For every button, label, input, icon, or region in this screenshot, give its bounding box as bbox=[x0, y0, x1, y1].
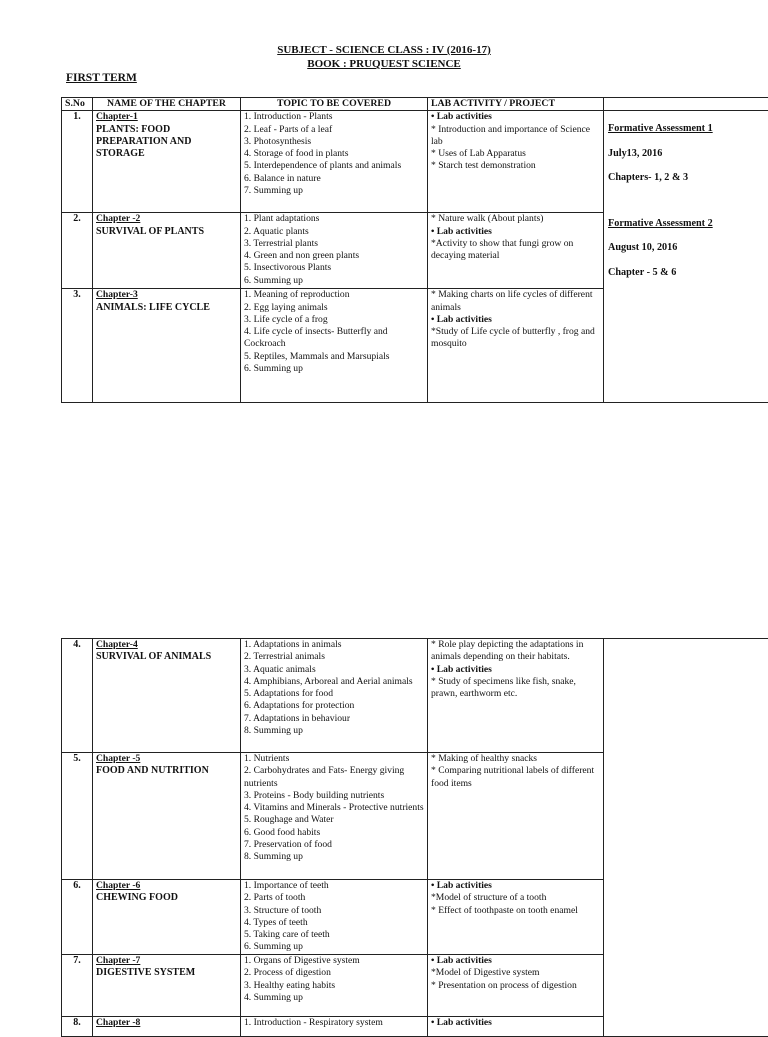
topic-item: 5. Reptiles, Mammals and Marsupials bbox=[244, 351, 424, 363]
chapter-number: Chapter-1 bbox=[96, 111, 237, 123]
topic-item: 6. Adaptations for protection bbox=[244, 700, 424, 712]
lab-activity-item: • Lab activities bbox=[431, 226, 600, 238]
topic-item: 6. Balance in nature bbox=[244, 173, 424, 185]
chapter-cell bbox=[93, 111, 241, 213]
topic-item: 2. Egg laying animals bbox=[244, 302, 424, 314]
topic-item: 5. Insectivorous Plants bbox=[244, 262, 424, 274]
lab-activity-item: * Role play depicting the adaptations in animals depending on their habitats. bbox=[431, 639, 600, 664]
assessment-cell bbox=[604, 111, 768, 403]
lab-activity-item: *Model of structure of a tooth bbox=[431, 892, 600, 904]
topic-item: 4. Vitamins and Minerals - Protective nutrients bbox=[244, 802, 424, 814]
chapter-number: Chapter -5 bbox=[96, 753, 237, 765]
chapter-cell bbox=[93, 880, 241, 955]
document-book-heading: BOOK : PRUQUEST SCIENCE bbox=[0, 58, 768, 70]
fa1-date: July13, 2016 bbox=[608, 148, 766, 160]
topic-item: 6. Good food habits bbox=[244, 827, 424, 839]
lab-activity-item: * Making of healthy snacks bbox=[431, 753, 600, 765]
lab-activity-item: * Making charts on life cycles of different animals bbox=[431, 289, 600, 314]
topic-item: 1. Introduction - Plants bbox=[244, 111, 424, 123]
topic-item: 6. Summing up bbox=[244, 363, 424, 375]
chapter-number: Chapter -2 bbox=[96, 213, 237, 225]
topic-item: 4. Green and non green plants bbox=[244, 250, 424, 262]
lab-activity-item: • Lab activities bbox=[431, 880, 600, 892]
topics-cell bbox=[241, 880, 428, 955]
column-header-lab: LAB ACTIVITY / PROJECT bbox=[428, 98, 604, 111]
lab-activity-item: * Starch test demonstration bbox=[431, 160, 600, 172]
assessment-cell-empty bbox=[604, 639, 768, 1037]
column-header-assessment bbox=[604, 98, 768, 111]
lab-activity-cell bbox=[428, 289, 604, 403]
topic-item: 6. Summing up bbox=[244, 275, 424, 287]
topic-item: 1. Organs of Digestive system bbox=[244, 955, 424, 967]
syllabus-table-continued bbox=[61, 638, 768, 1037]
lab-activity-cell bbox=[428, 213, 604, 289]
lab-activity-item: * Uses of Lab Apparatus bbox=[431, 148, 600, 160]
serial-number-cell: 7. bbox=[62, 955, 93, 1017]
topic-item: 2. Parts of tooth bbox=[244, 892, 424, 904]
chapter-cell bbox=[93, 753, 241, 880]
lab-activity-item: * Introduction and importance of Science lab bbox=[431, 124, 600, 149]
lab-activity-cell bbox=[428, 753, 604, 880]
table-header-row bbox=[62, 98, 768, 111]
column-header-sno: S.No bbox=[62, 98, 93, 111]
chapter-cell bbox=[93, 639, 241, 753]
lab-activity-item: * Nature walk (About plants) bbox=[431, 213, 600, 225]
chapter-title: ANIMALS: LIFE CYCLE bbox=[96, 302, 237, 314]
topic-item: 3. Photosynthesis bbox=[244, 136, 424, 148]
topics-cell bbox=[241, 639, 428, 753]
syllabus-table-first-term bbox=[61, 97, 768, 403]
fa1-chapters: Chapters- 1, 2 & 3 bbox=[608, 172, 766, 184]
topic-item: 7. Adaptations in behaviour bbox=[244, 713, 424, 725]
topic-item: 3. Terrestrial plants bbox=[244, 238, 424, 250]
chapter-cell bbox=[93, 289, 241, 403]
chapter-title: DIGESTIVE SYSTEM bbox=[96, 967, 237, 979]
chapter-title: PLANTS: FOOD PREPARATION AND STORAGE bbox=[96, 124, 237, 161]
lab-activity-cell bbox=[428, 1017, 604, 1037]
document-subject-heading: SUBJECT - SCIENCE CLASS : IV (2016-17) bbox=[0, 44, 768, 56]
lab-activity-item: • Lab activities bbox=[431, 955, 600, 967]
serial-number-cell: 5. bbox=[62, 753, 93, 880]
table-row bbox=[62, 111, 768, 213]
topic-item: 4. Amphibians, Arboreal and Aerial animals bbox=[244, 676, 424, 688]
chapter-title: SURVIVAL OF PLANTS bbox=[96, 226, 237, 238]
lab-activity-item: * Presentation on process of digestion bbox=[431, 980, 600, 992]
lab-activity-item: • Lab activities bbox=[431, 111, 600, 123]
topic-item: 2. Aquatic plants bbox=[244, 226, 424, 238]
lab-activity-cell bbox=[428, 639, 604, 753]
topic-item: 3. Life cycle of a frog bbox=[244, 314, 424, 326]
chapter-number: Chapter -7 bbox=[96, 955, 237, 967]
serial-number-cell: 3. bbox=[62, 289, 93, 403]
topic-item: 8. Summing up bbox=[244, 851, 424, 863]
topic-item: 4. Types of teeth bbox=[244, 917, 424, 929]
topics-cell bbox=[241, 111, 428, 213]
topic-item: 4. Life cycle of insects- Butterfly and Cockroach bbox=[244, 326, 424, 351]
serial-number-cell: 1. bbox=[62, 111, 93, 213]
lab-activity-cell bbox=[428, 880, 604, 955]
topic-item: 1. Importance of teeth bbox=[244, 880, 424, 892]
topic-item: 1. Introduction - Respiratory system bbox=[244, 1017, 424, 1029]
topic-item: 5. Roughage and Water bbox=[244, 814, 424, 826]
topic-item: 6. Summing up bbox=[244, 941, 424, 953]
fa2-chapters: Chapter - 5 & 6 bbox=[608, 267, 766, 279]
topic-item: 1. Meaning of reproduction bbox=[244, 289, 424, 301]
topic-item: 3. Proteins - Body building nutrients bbox=[244, 790, 424, 802]
topic-item: 5. Adaptations for food bbox=[244, 688, 424, 700]
topic-item: 1. Plant adaptations bbox=[244, 213, 424, 225]
fa2-title: Formative Assessment 2 bbox=[608, 218, 766, 230]
chapter-cell bbox=[93, 213, 241, 289]
topic-item: 3. Healthy eating habits bbox=[244, 980, 424, 992]
topic-item: 2. Process of digestion bbox=[244, 967, 424, 979]
topic-item: 2. Leaf - Parts of a leaf bbox=[244, 124, 424, 136]
topic-item: 1. Adaptations in animals bbox=[244, 639, 424, 651]
topic-item: 5. Interdependence of plants and animals bbox=[244, 160, 424, 172]
topic-item: 7. Preservation of food bbox=[244, 839, 424, 851]
serial-number-cell: 4. bbox=[62, 639, 93, 753]
column-header-topics: TOPIC TO BE COVERED bbox=[241, 98, 428, 111]
chapter-number: Chapter -6 bbox=[96, 880, 237, 892]
serial-number-cell: 8. bbox=[62, 1017, 93, 1037]
lab-activity-cell bbox=[428, 111, 604, 213]
topics-cell bbox=[241, 1017, 428, 1037]
chapter-number: Chapter -8 bbox=[96, 1017, 237, 1029]
lab-activity-item: • Lab activities bbox=[431, 664, 600, 676]
lab-activity-item: • Lab activities bbox=[431, 314, 600, 326]
lab-activity-item: * Effect of toothpaste on tooth enamel bbox=[431, 905, 600, 917]
lab-activity-item: * Comparing nutritional labels of different food items bbox=[431, 765, 600, 790]
term-heading: FIRST TERM bbox=[66, 72, 137, 84]
chapter-title: FOOD AND NUTRITION bbox=[96, 765, 237, 777]
topic-item: 8. Summing up bbox=[244, 725, 424, 737]
lab-activity-item: • Lab activities bbox=[431, 1017, 600, 1029]
topics-cell bbox=[241, 955, 428, 1017]
chapter-number: Chapter-4 bbox=[96, 639, 237, 651]
topics-cell bbox=[241, 289, 428, 403]
topic-item: 7. Summing up bbox=[244, 185, 424, 197]
topic-item: 5. Taking care of teeth bbox=[244, 929, 424, 941]
column-header-chapter: NAME OF THE CHAPTER bbox=[93, 98, 241, 111]
serial-number-cell: 6. bbox=[62, 880, 93, 955]
topic-item: 3. Aquatic animals bbox=[244, 664, 424, 676]
topic-item: 4. Summing up bbox=[244, 992, 424, 1004]
fa1-title: Formative Assessment 1 bbox=[608, 123, 766, 135]
lab-activity-item: * Study of specimens like fish, snake, prawn, earthworm etc. bbox=[431, 676, 600, 701]
serial-number-cell: 2. bbox=[62, 213, 93, 289]
lab-activity-item: *Model of Digestive system bbox=[431, 967, 600, 979]
chapter-title: SURVIVAL OF ANIMALS bbox=[96, 651, 237, 663]
topic-item: 2. Carbohydrates and Fats- Energy giving nutrients bbox=[244, 765, 424, 790]
lab-activity-item: *Activity to show that fungi grow on decaying material bbox=[431, 238, 600, 263]
lab-activity-cell bbox=[428, 955, 604, 1017]
fa2-date: August 10, 2016 bbox=[608, 242, 766, 254]
topics-cell bbox=[241, 753, 428, 880]
topics-cell bbox=[241, 213, 428, 289]
chapter-cell bbox=[93, 955, 241, 1017]
topic-item: 4. Storage of food in plants bbox=[244, 148, 424, 160]
table-row bbox=[62, 639, 768, 753]
chapter-title: CHEWING FOOD bbox=[96, 892, 237, 904]
lab-activity-item: *Study of Life cycle of butterfly , frog and mosquito bbox=[431, 326, 600, 351]
topic-item: 1. Nutrients bbox=[244, 753, 424, 765]
topic-item: 3. Structure of tooth bbox=[244, 905, 424, 917]
chapter-cell bbox=[93, 1017, 241, 1037]
chapter-number: Chapter-3 bbox=[96, 289, 237, 301]
topic-item: 2. Terrestrial animals bbox=[244, 651, 424, 663]
